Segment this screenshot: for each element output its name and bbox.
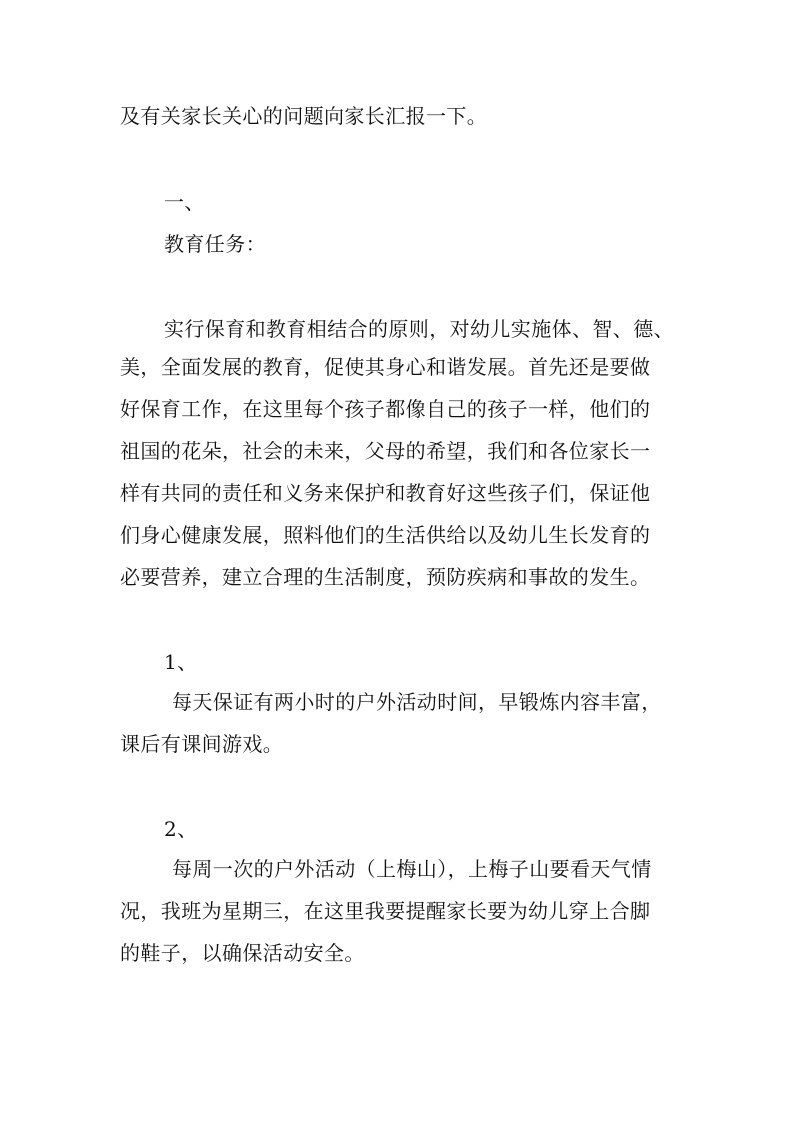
paragraph-line: 好保育工作，在这里每个孩子都像自己的孩子一样，他们的 <box>120 397 651 421</box>
item-1-line: 课后有课间游戏。 <box>120 732 284 756</box>
section-title: 教育任务： <box>164 232 266 256</box>
paragraph-line: 样有共同的责任和义务来保护和教育好这些孩子们，保证他 <box>120 481 651 505</box>
item-2-line: 每周一次的户外活动（上梅山），上梅子山要看天气情 <box>172 857 652 881</box>
item-2-line: 的鞋子，以确保活动安全。 <box>120 941 365 965</box>
intro-line: 及有关家长关心的问题向家长汇报一下。 <box>120 104 488 128</box>
paragraph-line: 祖国的花朵，社会的未来，父母的希望，我们和各位家长一 <box>120 439 651 463</box>
paragraph-line: 必要营养，建立合理的生活制度，预防疾病和事故的发生。 <box>120 565 651 589</box>
paragraph-line: 美，全面发展的教育，促使其身心和谐发展。首先还是要做 <box>120 355 651 379</box>
item-2-line: 况，我班为星期三，在这里我要提醒家长要为幼儿穿上合脚 <box>120 899 651 923</box>
item-1-number: 1、 <box>164 650 198 674</box>
paragraph-line: 实行保育和教育相结合的原则，对幼儿实施体、智、德、 <box>164 317 674 341</box>
paragraph-line: 们身心健康发展，照料他们的生活供给以及幼儿生长发育的 <box>120 523 651 547</box>
section-number: 一、 <box>164 190 205 214</box>
item-1-line: 每天保证有两小时的户外活动时间，早锻炼内容丰富， <box>172 690 662 714</box>
item-2-number: 2、 <box>164 817 198 841</box>
